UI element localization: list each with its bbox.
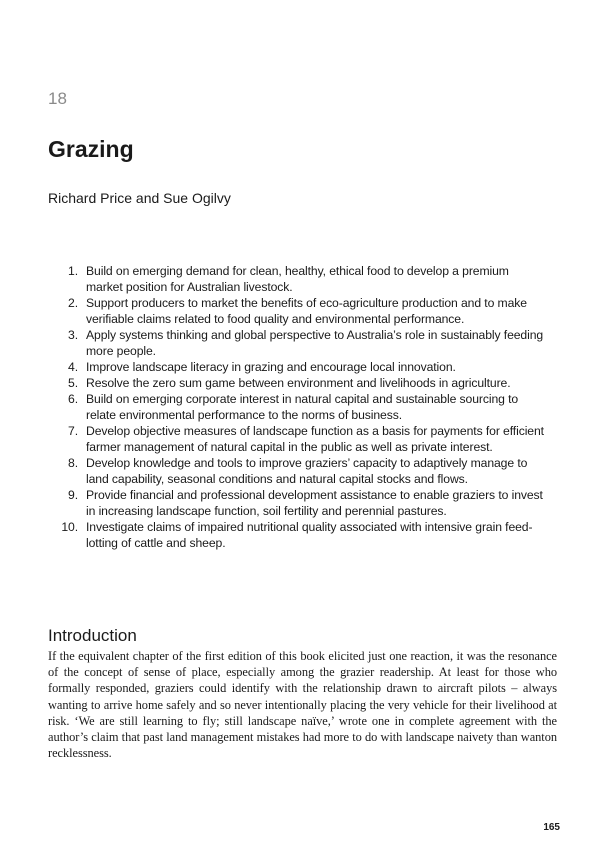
- list-item-number: 10.: [61, 520, 78, 534]
- list-item-number: 2.: [68, 296, 78, 310]
- introduction-heading: Introduction: [48, 626, 137, 645]
- list-item: [56, 375, 546, 391]
- list-item-text: Provide financial and professional development assistance to enable graziers to invest in increasing landscape function, soil fertility and perennial pastures.: [86, 488, 543, 518]
- list-item-number: 7.: [68, 424, 78, 438]
- list-item: [56, 391, 546, 423]
- chapter-number: 18: [48, 89, 67, 108]
- page-number: 165: [543, 822, 560, 833]
- list-item-text: Build on emerging corporate interest in natural capital and sustainable sourcing to relate environmental performance to the norms of business.: [86, 392, 519, 422]
- recommendations-list: [56, 263, 546, 551]
- list-item-number: 9.: [68, 488, 78, 502]
- list-item-number: 1.: [68, 264, 78, 278]
- list-item-number: 6.: [68, 392, 78, 406]
- list-item-number: 5.: [68, 376, 78, 390]
- chapter-title: Grazing: [48, 136, 134, 162]
- list-item-text: Apply systems thinking and global perspective to Australia’s role in sustainably feeding more people.: [86, 328, 544, 358]
- list-item-number: 8.: [68, 456, 78, 470]
- list-item: [56, 455, 546, 487]
- list-item-text: Investigate claims of impaired nutritional quality associated with intensive grain feed-lotting of cattle and sheep.: [86, 520, 533, 550]
- list-item: [56, 487, 546, 519]
- list-item: [56, 423, 546, 455]
- list-item: [56, 295, 546, 327]
- list-item: [56, 263, 546, 295]
- list-item-text: Develop objective measures of landscape function as a basis for payments for efficient farmer management of natural capital in the public as well as private interest.: [86, 424, 544, 454]
- list-item-text: Develop knowledge and tools to improve graziers’ capacity to adaptively manage to land capability, seasonal conditions and natural capital stocks and flows.: [86, 456, 528, 486]
- list-item: [56, 519, 546, 551]
- list-item-number: 4.: [68, 360, 78, 374]
- list-item: [56, 359, 546, 375]
- list-item-text: Resolve the zero sum game between environment and livelihoods in agriculture.: [86, 376, 511, 390]
- list-item-text: Support producers to market the benefits of eco-agriculture production and to make verifiable claims related to food quality and environmental performance.: [86, 296, 527, 326]
- list-item-number: 3.: [68, 328, 78, 342]
- chapter-authors: Richard Price and Sue Ogilvy: [48, 190, 231, 206]
- list-item-text: Improve landscape literacy in grazing and encourage local innovation.: [86, 360, 456, 374]
- list-item: [56, 327, 546, 359]
- list-item-text: Build on emerging demand for clean, healthy, ethical food to develop a premium market position for Australian livestock.: [86, 264, 509, 294]
- introduction-paragraph: If the equivalent chapter of the first edition of this book elicited just one reaction, it was the resonance of the concept of sense of place, especially among the grazier readership. At least for those who formally responded, graziers could identify with the relationship drawn to aircraft pilots – always wanting to arrive home safely and so never intentionally placing the very vehicle for their livelihood at risk. ‘We are still learning to fly; still landscape naïve,’ wrote one in complete agreement with the author’s claim that past land management mistakes had more to do with landscape naivety than wanton recklessness.: [48, 649, 557, 761]
